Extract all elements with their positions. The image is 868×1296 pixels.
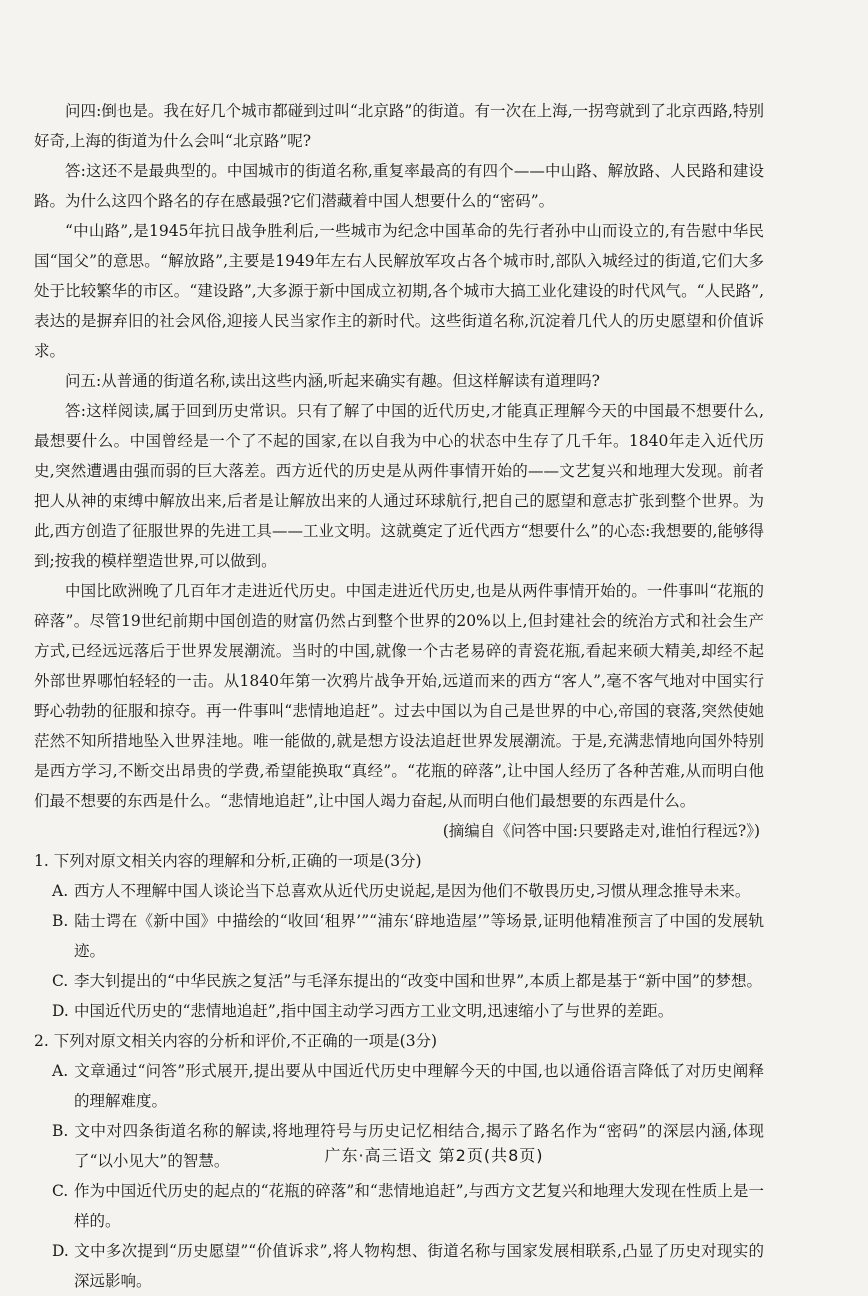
option-letter: C. — [52, 1182, 69, 1200]
passage-paragraph: “中山路”,是1945年抗日战争胜利后,一些城市为纪念中国革命的先行者孙中山而设立的,有告慰中华民国“国父”的意思。“解放路”,主要是1949年左右人民解放军攻占各个城市时,部队入城经过的街道,它们大多处于比较繁华的市区。“建设路”,大多源于新中国成立初期,各个城市大搞工业化建设的时代风气。“人民路”,表达的是摒弃旧的社会风俗,迎接人民当家作主的新时代。这些街道名称,沉淀着几代人的历史愿望和价值诉求。 — [34, 222, 764, 360]
option-text: 文章通过“问答”形式展开,提出要从中国近代历史中理解今天的中国,也以通俗语言降低了对历史阐释的理解难度。 — [74, 1062, 764, 1110]
option-text: 中国近代历史的“悲情地追赶”,指中国主动学习西方工业文明,迅速缩小了与世界的差距。 — [74, 1002, 674, 1020]
option-letter: A. — [52, 1062, 69, 1080]
option-c — [34, 1176, 764, 1236]
passage-paragraph: 答:这样阅读,属于回到历史常识。只有了解了中国的近代历史,才能真正理解今天的中国最不想要什么,最想要什么。中国曾经是一个了不起的国家,在以自我为中心的状态中生存了几千年。1840年走入近代历史,突然遭遇由强而弱的巨大落差。西方近代的历史是从两件事情开始的——文艺复兴和地理大发现。前者把人从神的束缚中解放出来,后者是让解放出来的人通过环球航行,把自己的愿望和意志扩张到整个世界。为此,西方创造了征服世界的先进工具——工业文明。这就奠定了近代西方“想要什么”的心态:我想要的,能够得到;按我的模样塑造世界,可以做到。 — [34, 402, 764, 570]
question-1 — [34, 846, 764, 1026]
option-d — [34, 996, 764, 1026]
option-text: 陆士谔在《新中国》中描绘的“收回‘租界’”“浦东‘辟地造屋’”等场景,证明他精准预言了中国的发展轨迹。 — [74, 912, 764, 960]
option-b — [34, 906, 764, 966]
option-letter: B. — [52, 912, 69, 930]
option-letter: D. — [52, 1242, 69, 1260]
passage-paragraph: 中国比欧洲晚了几百年才走进近代历史。中国走进近代历史,也是从两件事情开始的。一件事叫“花瓶的碎落”。尽管19世纪前期中国创造的财富仍然占到整个世界的20%以上,但封建社会的统治方式和社会生产方式,已经远远落后于世界发展潮流。当时的中国,就像一个古老易碎的青瓷花瓶,看起来硕大精美,却经不起外部世界哪怕轻轻的一击。从1840年第一次鸦片战争开始,远道而来的西方“客人”,毫不客气地对中国实行野心勃勃的征服和掠夺。再一件事叫“悲情地追赶”。过去中国以为自己是世界的中心,帝国的衰落,突然使她茫然不知所措地坠入世界洼地。唯一能做的,就是想方设法追赶世界发展潮流。于是,充满悲情地向国外特别是西方学习,不断交出昂贵的学费,希望能换取“真经”。“花瓶的碎落”,让中国人经历了各种苦难,从而明白他们最不想要的东西是什么。“悲情地追赶”,让中国人竭力奋起,从而明白他们最想要的东西是什么。 — [34, 582, 764, 810]
option-text: 文中多次提到“历史愿望”“价值诉求”,将人物构想、街道名称与国家发展相联系,凸显了历史对现实的深远影响。 — [74, 1242, 764, 1290]
passage-source: (摘编自《问答中国:只要路走对,谁怕行程远?》) — [442, 822, 760, 840]
option-text: 文中对四条街道名称的解读,将地理符号与历史记忆相结合,揭示了路名作为“密码”的深层内涵,体现了“以小见大”的智慧。 — [74, 1122, 764, 1170]
option-d — [34, 1236, 764, 1296]
option-c — [34, 966, 764, 996]
option-text: 作为中国近代历史的起点的“花瓶的碎落”和“悲情地追赶”,与西方文艺复兴和地理大发现在性质上是一样的。 — [74, 1182, 764, 1230]
option-letter: B. — [52, 1122, 69, 1140]
option-letter: D. — [52, 1002, 69, 1020]
option-a — [34, 876, 764, 906]
option-text: 西方人不理解中国人谈论当下总喜欢从近代历史说起,是因为他们不敬畏历史,习惯从理念推导未来。 — [74, 882, 751, 900]
passage-paragraph: 问四:倒也是。我在好几个城市都碰到过叫“北京路”的街道。有一次在上海,一拐弯就到了北京西路,特别好奇,上海的街道为什么会叫“北京路”呢? — [34, 102, 764, 150]
option-a — [34, 1056, 764, 1116]
page-content — [34, 96, 764, 1296]
reading-passage — [34, 96, 764, 846]
question-stem: 2. 下列对原文相关内容的分析和评价,不正确的一项是(3分) — [34, 1032, 438, 1050]
page-footer: 广东·高三语文 第2页(共8页) — [324, 1146, 544, 1165]
option-letter: C. — [52, 972, 69, 990]
passage-paragraph: 问五:从普通的街道名称,读出这些内涵,听起来确实有趣。但这样解读有道理吗? — [65, 372, 600, 390]
question-stem: 1. 下列对原文相关内容的理解和分析,正确的一项是(3分) — [34, 852, 422, 870]
option-text: 李大钊提出的“中华民族之复活”与毛泽东提出的“改变中国和世界”,本质上都是基于“新中国”的梦想。 — [74, 972, 762, 990]
option-letter: A. — [52, 882, 69, 900]
passage-paragraph: 答:这还不是最典型的。中国城市的街道名称,重复率最高的有四个——中山路、解放路、人民路和建设路。为什么这四个路名的存在感最强?它们潜藏着中国人想要什么的“密码”。 — [34, 162, 764, 210]
